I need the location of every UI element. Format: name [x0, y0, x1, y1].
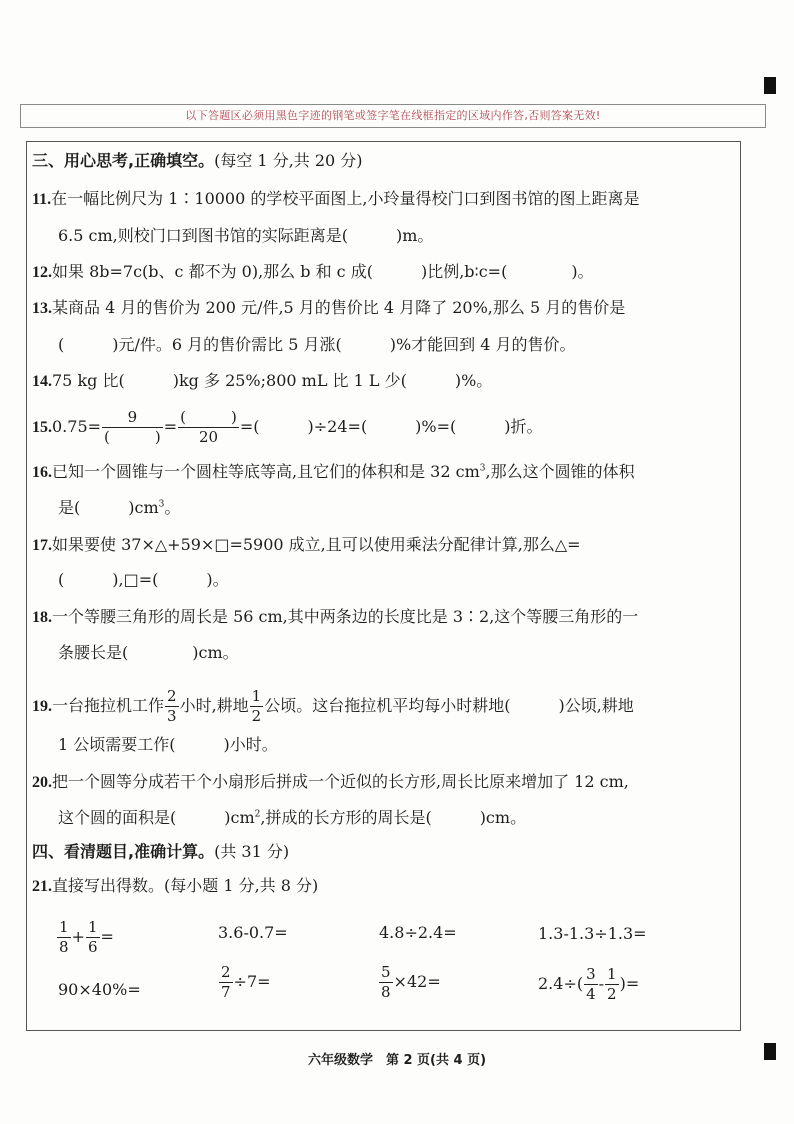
question-number: 15. [32, 419, 52, 436]
question-number: 18. [32, 609, 52, 626]
fraction-denominator: 8 [59, 938, 69, 956]
superscript: 3 [479, 463, 486, 474]
question-text: 把一个圆等分成若干个小扇形后拼成一个近似的长方形,周长比原来增加了 12 cm, [52, 772, 629, 791]
question-12 [32, 260, 594, 285]
question-text: 一台拖拉机工作 [52, 696, 165, 715]
question-number: 19. [32, 698, 52, 715]
fraction-numerator: ( ) [180, 408, 237, 426]
question-13 [32, 296, 625, 321]
question-text: 6.5 cm,则校门口到图书馆的实际距离是( )m。 [58, 226, 434, 245]
fraction-denominator: 7 [221, 983, 231, 1001]
fraction-numerator: 1 [607, 965, 617, 983]
section-4-title: 四、看清题目,准确计算。 [32, 842, 215, 861]
section-3-heading [32, 149, 363, 173]
question-11 [32, 187, 639, 212]
calc-text: )= [619, 974, 640, 993]
question-14 [32, 369, 492, 394]
calc-item-8 [538, 967, 639, 1002]
question-11-line2 [58, 224, 433, 248]
fraction-denominator: 3 [167, 707, 177, 725]
operator: - [598, 974, 605, 993]
fraction [605, 967, 619, 1002]
question-16-line2 [58, 496, 180, 520]
fraction-denominator: 20 [198, 428, 219, 446]
question-text: 在一幅比例尺为 1∶10000 的学校平面图上,小玲量得校门口到图书馆的图上距离是 [51, 189, 640, 208]
calc-text: ÷7= [233, 972, 271, 991]
question-number: 20. [32, 774, 52, 791]
fraction-numerator: 1 [251, 687, 262, 705]
question-text: 直接写出得数。(每小题 1 分,共 8 分) [52, 876, 319, 895]
question-number: 21. [32, 878, 52, 895]
fraction [86, 920, 100, 955]
fraction-numerator: 1 [59, 918, 69, 936]
question-text: 公顷。这台拖拉机平均每小时耕地( )公顷,耕地 [264, 696, 634, 715]
question-text: ,拼成的长方形的周长是( )cm。 [260, 808, 527, 827]
operator: + [71, 927, 85, 946]
question-number: 11. [32, 191, 52, 208]
question-17 [32, 533, 581, 558]
question-text: 是( )cm [58, 498, 159, 517]
fraction-numerator: 9 [102, 410, 163, 428]
question-text: =( )÷24=( )%=( )折。 [239, 417, 543, 436]
fraction-denominator: 4 [586, 985, 596, 1003]
question-text: ( ),□=( )。 [58, 570, 229, 589]
question-text: 某商品 4 月的售价为 200 元/件,5 月的售价比 4 月降了 20%,那么 5 月的售价是 [52, 298, 626, 317]
calc-item-5: 90×40%= [58, 980, 141, 999]
question-19-line2 [58, 733, 278, 757]
question-text: 如果要使 37×△+59×□=5900 成立,且可以使用乘法分配律计算,那么△= [52, 535, 581, 554]
question-text: 已知一个圆锥与一个圆柱等底等高,且它们的体积和是 32 cm [52, 462, 480, 481]
fraction [178, 410, 239, 445]
question-text: 。 [164, 498, 181, 517]
fraction [102, 410, 163, 445]
equals-sign: = [163, 417, 178, 436]
question-text: 一个等腰三角形的周长是 56 cm,其中两条边的长度比是 3∶2,这个等腰三角形的一 [52, 607, 639, 626]
fraction-denominator: 2 [251, 707, 262, 725]
calc-item-3: 4.8÷2.4= [379, 923, 457, 942]
fraction-numerator: 2 [167, 687, 177, 705]
question-20-line2 [58, 806, 526, 830]
fraction [584, 967, 598, 1002]
question-text: 条腰长是( )cm。 [58, 643, 239, 662]
calc-item-6 [218, 965, 271, 1000]
question-text: ( )元/件。6 月的售价需比 5 月涨( )%才能回到 4 月的售价。 [58, 335, 576, 354]
fraction-denominator: ( ) [104, 428, 161, 446]
fraction [165, 689, 179, 724]
fraction [219, 965, 233, 1000]
fraction-numerator: 1 [87, 918, 98, 936]
question-text: 这个圆的面积是( )cm [58, 808, 255, 827]
section-3-score: (每空 1 分,共 20 分) [214, 151, 363, 170]
fraction [250, 689, 264, 724]
question-15 [32, 410, 543, 445]
calc-text: ×42= [393, 972, 441, 991]
question-text: 如果 8b=7c(b、c 都不为 0),那么 b 和 c 成( )比例,b∶c=( )。 [52, 262, 594, 281]
question-21 [32, 874, 318, 899]
fraction-denominator: 6 [87, 938, 98, 956]
corner-mark-top [764, 77, 776, 94]
calc-item-1 [56, 920, 114, 955]
section-4-heading [32, 840, 289, 864]
question-18 [32, 605, 638, 630]
fraction [379, 965, 393, 1000]
fraction-denominator: 8 [381, 983, 391, 1001]
question-20 [32, 770, 629, 795]
question-19 [32, 689, 634, 724]
question-18-line2 [58, 641, 239, 665]
question-number: 14. [32, 373, 52, 390]
question-text: ,那么这个圆锥的体积 [485, 462, 635, 481]
question-number: 17. [32, 537, 52, 554]
question-number: 13. [32, 300, 52, 317]
calc-item-4: 1.3-1.3÷1.3= [538, 924, 647, 943]
calc-item-2: 3.6-0.7= [218, 923, 288, 942]
page-footer: 六年级数学 第 2 页(共 4 页) [307, 1053, 487, 1068]
superscript: 3 [158, 499, 165, 510]
superscript: 2 [254, 809, 261, 820]
question-text: 0.75= [52, 417, 102, 436]
section-4-score: (共 31 分) [214, 842, 290, 861]
question-16 [32, 460, 635, 485]
section-3-title: 三、用心思考,正确填空。 [32, 151, 215, 170]
fraction-numerator: 3 [586, 965, 596, 983]
calc-item-7 [378, 965, 441, 1000]
fraction-numerator: 2 [221, 963, 231, 981]
fraction [57, 920, 71, 955]
question-17-line2 [58, 568, 229, 592]
fraction-numerator: 5 [381, 963, 391, 981]
answer-area-notice: 以下答题区必须用黑色字迹的钢笔或签字笔在线框指定的区域内作答,否则答案无效! [20, 104, 766, 128]
question-number: 16. [32, 464, 52, 481]
question-text: 75 kg 比( )kg 多 25%;800 mL 比 1 L 少( )%。 [52, 371, 493, 390]
calc-text: 2.4÷( [538, 974, 584, 993]
question-text: 1 公顷需要工作( )小时。 [58, 735, 278, 754]
fraction-denominator: 2 [607, 985, 617, 1003]
question-13-line2 [58, 333, 576, 357]
question-number: 12. [32, 264, 52, 281]
equals-sign: = [100, 927, 114, 946]
question-text: 小时,耕地 [179, 696, 249, 715]
